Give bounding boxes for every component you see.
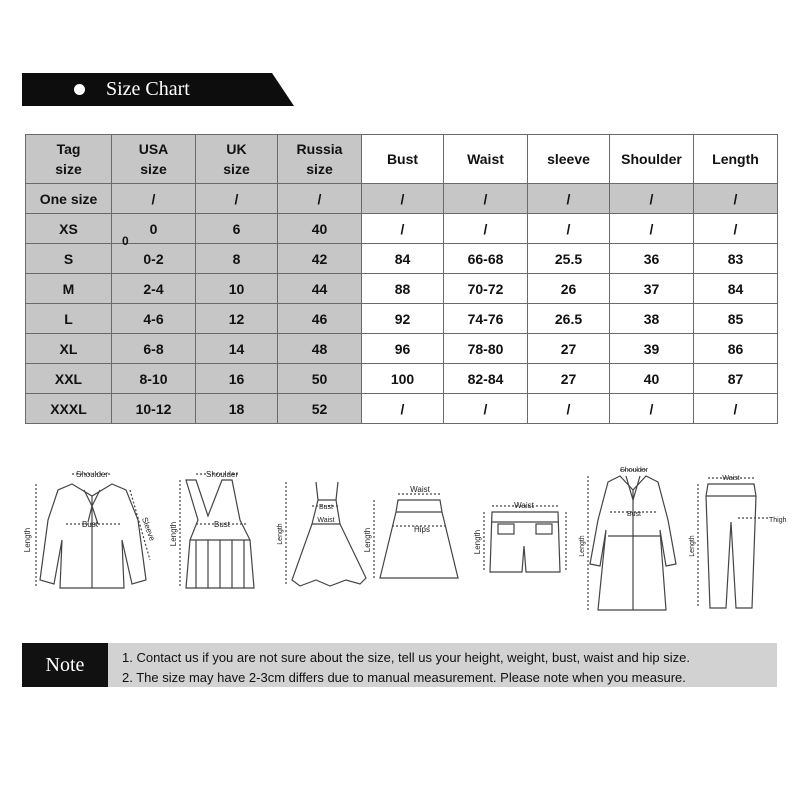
table-cell: 70-72 [444,274,528,304]
table-cell: 85 [694,304,778,334]
table-cell: XXXL [26,394,112,424]
table-cell: / [362,184,444,214]
table-cell: 0 [112,214,196,244]
pants-length-label: Length [689,535,696,557]
table-cell: 86 [694,334,778,364]
table-row [26,214,778,244]
shirt-bust-label: Bust [81,520,99,529]
table-cell: 4-6 [112,304,196,334]
table-cell: / [528,394,610,424]
table-cell: 0-2 [112,244,196,274]
table-cell: / [196,184,278,214]
table-cell: 87 [694,364,778,394]
table-cell: 36 [610,244,694,274]
table-cell: / [610,184,694,214]
skirt-diagram [363,485,458,578]
table-cell: One size [26,184,112,214]
table-cell: XXL [26,364,112,394]
shirt-sleeve-label: Sleeve [139,516,157,543]
table-cell: 26 [528,274,610,304]
size-chart-banner [22,73,294,106]
table-cell: / [362,394,444,424]
table-cell: XS [26,214,112,244]
shorts-waist-label: Waist [514,501,534,510]
coat-diagram [579,467,676,610]
table-cell: S [26,244,112,274]
table-cell: 27 [528,364,610,394]
table-header-row [26,135,778,184]
column-header: Length [694,135,778,184]
table-cell: 14 [196,334,278,364]
vest-diagram [169,470,254,588]
table-cell: 74-76 [444,304,528,334]
shirt-shoulder-label: Shoulder [75,470,109,479]
note-line-1: 1. Contact us if you are not sure about the size, tell us your height, weight, bust, waist and hip size. [122,650,690,665]
table-cell: / [694,214,778,244]
table-cell: 2-4 [112,274,196,304]
table-cell: 40 [610,364,694,394]
shirt-length-label: Length [23,527,32,553]
table-cell: 38 [610,304,694,334]
dress-waist-label: Waist [317,517,335,524]
column-header: USA size [112,135,196,184]
table-row [26,364,778,394]
table-row [26,184,778,214]
table-row [26,334,778,364]
bullet-dot-icon [74,84,85,95]
page-title: Size Chart [106,78,190,100]
vest-shoulder-label: Shoulder [205,470,239,479]
coat-length-label: Length [579,535,586,557]
column-header: Tag size [26,135,112,184]
table-cell: / [362,214,444,244]
table-cell: 26.5 [528,304,610,334]
column-header: Shoulder [610,135,694,184]
table-cell: 40 [278,214,362,244]
column-header: sleeve [528,135,610,184]
table-cell: / [694,394,778,424]
table-cell: 66-68 [444,244,528,274]
note-section [22,643,777,687]
table-cell: / [610,214,694,244]
table-cell: / [112,184,196,214]
table-cell: 27 [528,334,610,364]
table-cell: / [444,184,528,214]
pants-diagram [689,475,787,608]
vest-length-label: Length [169,521,178,547]
table-cell: / [528,214,610,244]
dress-length-label: Length [277,523,284,545]
note-line-2: 2. The size may have 2-3cm differs due to manual measurement. Please note when you measure. [122,670,686,685]
table-cell: XL [26,334,112,364]
table-cell: 37 [610,274,694,304]
table-cell: 8-10 [112,364,196,394]
table-row [26,274,778,304]
table-cell: 92 [362,304,444,334]
table-cell: / [610,394,694,424]
table-cell: / [694,184,778,214]
stray-mark: 0 [122,234,129,248]
table-cell: 52 [278,394,362,424]
skirt-hips-label: Hips [413,525,431,534]
table-cell: 18 [196,394,278,424]
shorts-length-label: Length [473,529,482,555]
skirt-waist-label: Waist [410,485,430,494]
table-cell: 39 [610,334,694,364]
table-cell: 10-12 [112,394,196,424]
size-table [25,134,778,424]
table-cell: 6 [196,214,278,244]
table-cell: 46 [278,304,362,334]
table-cell: 100 [362,364,444,394]
table-cell: / [278,184,362,214]
column-header: Waist [444,135,528,184]
vest-bust-label: Bust [213,520,231,529]
table-cell: 44 [278,274,362,304]
table-cell: 8 [196,244,278,274]
table-cell: 84 [362,244,444,274]
table-row [26,304,778,334]
column-header: UK size [196,135,278,184]
note-lines [122,648,690,688]
table-cell: / [528,184,610,214]
pants-thigh-label: Thigh [769,517,787,524]
table-cell: 82-84 [444,364,528,394]
table-cell: 48 [278,334,362,364]
note-label: Note [22,643,108,687]
table-cell: 12 [196,304,278,334]
table-cell: 96 [362,334,444,364]
table-cell: 42 [278,244,362,274]
table-row [26,244,778,274]
column-header: Bust [362,135,444,184]
table-cell: 84 [694,274,778,304]
shirt-diagram [23,470,157,588]
table-cell: 10 [196,274,278,304]
table-cell: 50 [278,364,362,394]
table-cell: / [444,214,528,244]
table-cell: 16 [196,364,278,394]
skirt-length-label: Length [363,527,372,553]
dress-diagram [277,482,366,586]
coat-shoulder-label: Shoulder [619,467,649,474]
garment-diagrams [0,460,800,620]
table-cell: 78-80 [444,334,528,364]
column-header: Russia size [278,135,362,184]
coat-bust-label: Bust [626,511,642,518]
table-cell: 6-8 [112,334,196,364]
table-cell: M [26,274,112,304]
table-row [26,394,778,424]
table-cell: 83 [694,244,778,274]
table-cell: / [444,394,528,424]
dress-bust-label: Bust [318,504,334,511]
shorts-diagram [473,501,566,572]
table-cell: 25.5 [528,244,610,274]
pants-waist-label: Waist [722,475,740,482]
table-cell: 88 [362,274,444,304]
table-cell: L [26,304,112,334]
